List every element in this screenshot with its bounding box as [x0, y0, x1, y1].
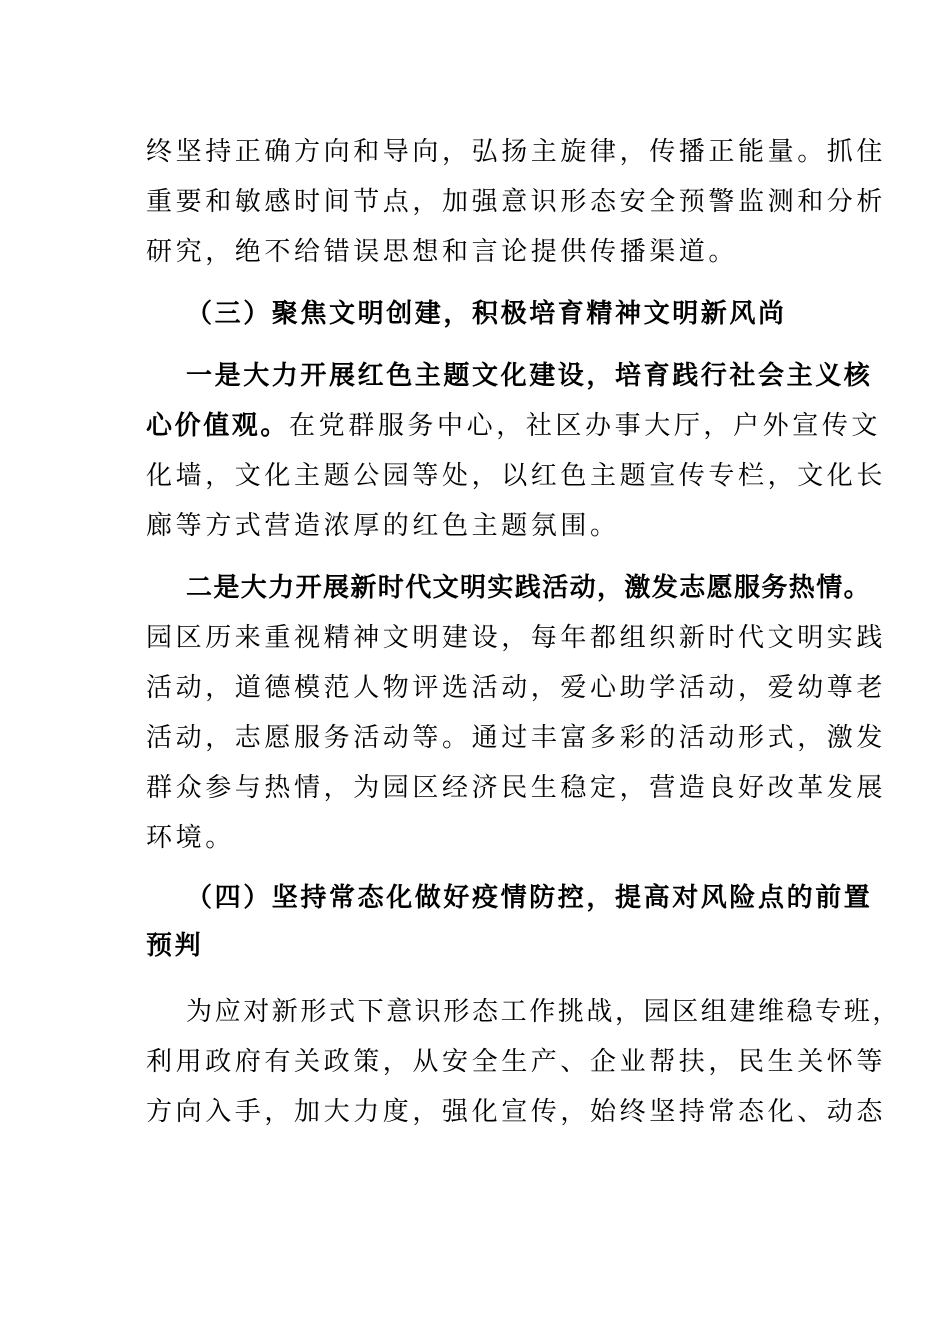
- para1-line2: [146, 406, 881, 446]
- para1-bold-heading: 一是大力开展红色主题文化建设，培育践行社会主义核: [186, 361, 873, 391]
- para1-line2-text: 在党群服务中心，社区办事大厅，户外宣传文: [289, 411, 882, 441]
- section-heading-4-cont: 预判: [146, 931, 204, 961]
- body-text-line: 环境。: [146, 823, 235, 853]
- section-heading-3: （三）聚焦文明创建，积极培育精神文明新风尚: [186, 299, 787, 329]
- body-text-line: 利用政府有关政策，从安全生产、企业帮扶，民生关怀等: [146, 1047, 887, 1077]
- body-text-line: 廊等方式营造浓厚的红色主题氛围。: [146, 511, 620, 541]
- body-text-line: 活动，道德模范人物评选活动，爱心助学活动，爱幼尊老: [146, 673, 887, 703]
- body-text-line: 化墙，文化主题公园等处，以红色主题宣传专栏，文化长: [146, 461, 887, 491]
- para2-bold-heading: 二是大力开展新时代文明实践活动，激发志愿服务热情。: [186, 573, 872, 603]
- body-text-line: 为应对新形式下意识形态工作挑战，园区组建维稳专班，: [186, 997, 902, 1027]
- body-text-line: 终坚持正确方向和导向，弘扬主旋律，传播正能量。抓住: [146, 137, 887, 167]
- body-text-line: 方向入手，加大力度，强化宣传，始终坚持常态化、动态: [146, 1097, 887, 1127]
- body-text-line: 重要和敏感时间节点，加强意识形态安全预警监测和分析: [146, 187, 887, 217]
- body-text-line: 研究，绝不给错误思想和言论提供传播渠道。: [146, 237, 739, 267]
- section-heading-4: （四）坚持常态化做好疫情防控，提高对风险点的前置: [186, 883, 873, 913]
- body-text-line: 活动，志愿服务活动等。通过丰富多彩的活动形式，激发: [146, 723, 887, 753]
- para1-bold-lead: 心价值观。: [146, 411, 290, 441]
- body-text-line: 群众参与热情，为园区经济民生稳定，营造良好改革发展: [146, 773, 887, 803]
- body-text-line: 园区历来重视精神文明建设，每年都组织新时代文明实践: [146, 623, 887, 653]
